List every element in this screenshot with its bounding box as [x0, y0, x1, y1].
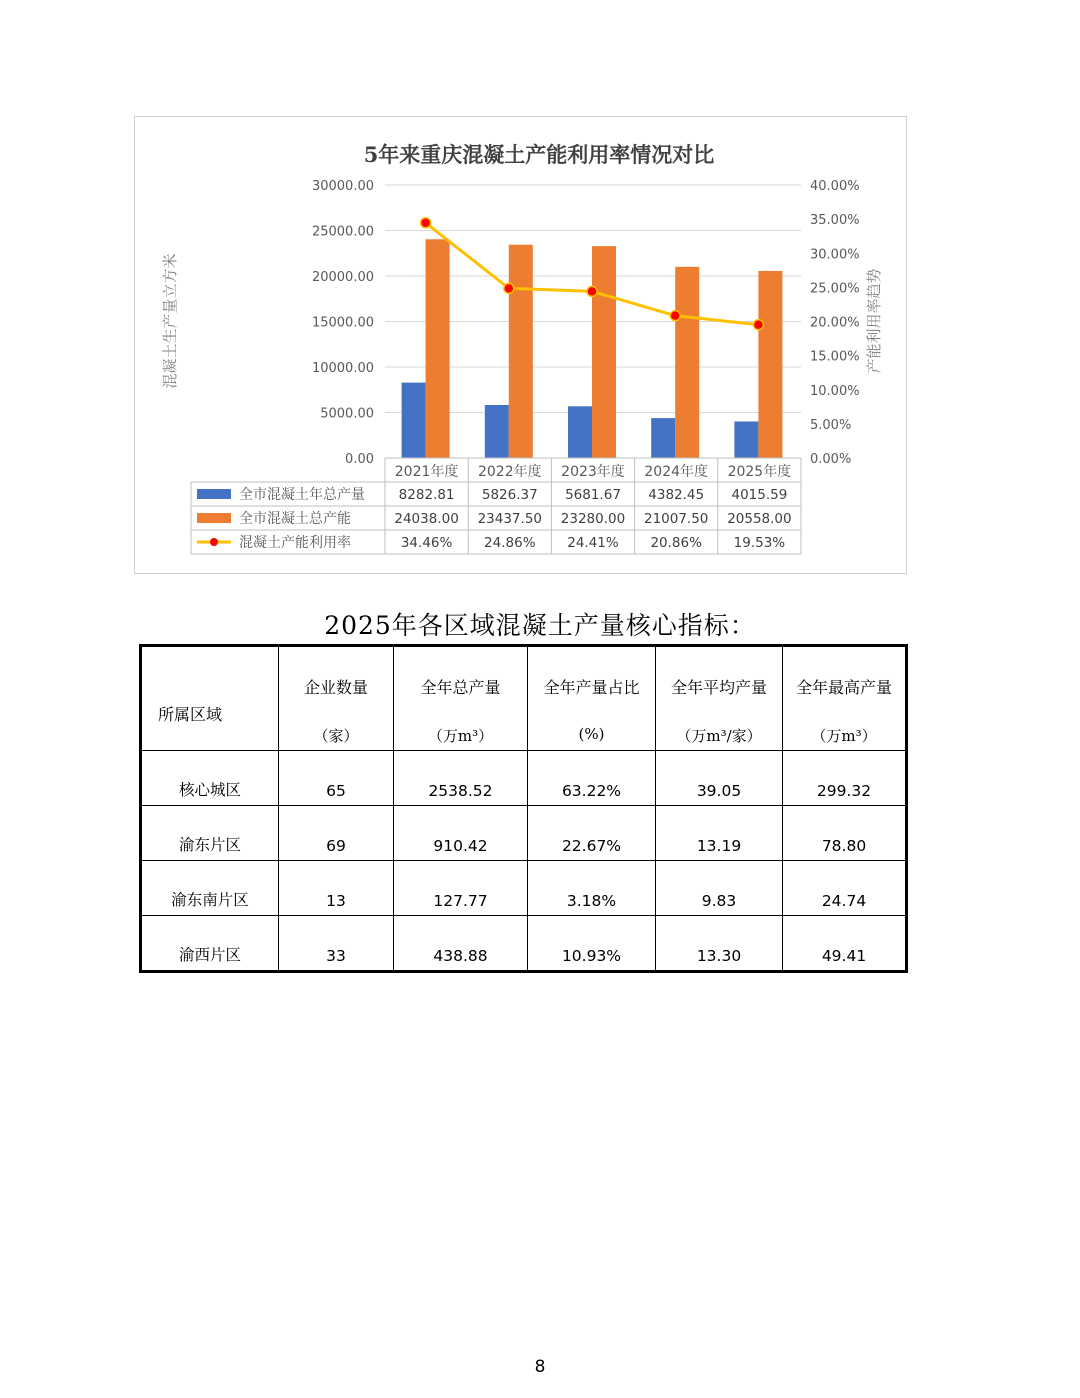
y-tick-label: 20000.00: [311, 270, 374, 285]
x-tick-label: 2025年度: [727, 464, 792, 480]
table-row: [141, 751, 907, 806]
bar-annual-output: [651, 418, 675, 458]
line-point: [670, 311, 680, 321]
y2-tick-label: 25.00%: [810, 281, 860, 297]
header-unit: （家）: [313, 727, 359, 745]
bar-annual-output: [568, 406, 592, 458]
y-tick-label: 25000.00: [311, 224, 374, 240]
table-cell: 49.41: [783, 916, 907, 972]
header-label: 全年最高产量: [795, 678, 892, 697]
table-cell: 渝西片区: [141, 916, 279, 972]
x-tick-label: 2023年度: [561, 464, 625, 480]
regional-indicator-table: [139, 644, 908, 973]
data-label: 23437.50: [477, 511, 543, 527]
table-cell: 13.19: [656, 806, 783, 861]
y2-tick-label: 10.00%: [810, 383, 860, 399]
table-cell: 2538.52: [394, 751, 528, 806]
table-cell: 127.77: [394, 861, 528, 916]
y2-tick-label: 5.00%: [810, 417, 852, 433]
header-label: 企业数量: [303, 678, 368, 697]
data-label: 5826.37: [481, 487, 538, 503]
bar-annual-output: [485, 405, 509, 458]
header-label: 全年产量占比: [543, 678, 640, 697]
header-unit: （万m³）: [427, 727, 494, 745]
line-point: [587, 286, 597, 296]
header-total-output: [394, 646, 528, 751]
legend-key: [197, 489, 231, 499]
y2-tick-label: 35.00%: [810, 213, 860, 229]
x-tick-label: 2021年度: [394, 464, 459, 480]
data-label: 4382.45: [648, 487, 705, 503]
y-axis-title: 混凝土生产量立方米: [161, 253, 179, 389]
table-cell: 22.67%: [528, 806, 656, 861]
table-cell: 13: [279, 861, 394, 916]
table-cell: 69: [279, 806, 394, 861]
y2-tick-label: 15.00%: [810, 349, 860, 365]
table-cell: 39.05: [656, 751, 783, 806]
data-label: 4015.59: [731, 487, 788, 503]
y-tick-label: 5000.00: [320, 406, 374, 422]
bar-total-capacity: [509, 245, 533, 458]
y-tick-label: 10000.00: [311, 361, 374, 376]
table-cell: 33: [279, 916, 394, 972]
table-cell: 24.74: [783, 861, 907, 916]
data-label: 20558.00: [727, 511, 792, 527]
table-cell: 渝东南片区: [141, 861, 279, 916]
y-tick-label: 30000.00: [311, 179, 374, 194]
line-point: [504, 283, 514, 293]
table-cell: 65: [279, 751, 394, 806]
table-row: [141, 861, 907, 916]
x-tick-label: 2022年度: [477, 464, 542, 480]
data-label: 34.46%: [400, 535, 453, 551]
line-point: [421, 218, 431, 228]
data-label: 19.53%: [733, 535, 786, 551]
data-label: 24.86%: [484, 535, 536, 551]
legend-key: [197, 513, 231, 523]
chart-svg: [135, 117, 908, 575]
table-cell: 63.22%: [528, 751, 656, 806]
table-cell: 10.93%: [528, 916, 656, 972]
data-label: 5681.67: [565, 487, 621, 503]
legend-key-marker: [210, 538, 218, 546]
data-label: 8282.81: [398, 487, 455, 503]
header-label: 全年总产量: [420, 678, 501, 697]
table-cell: 438.88: [394, 916, 528, 972]
page-number: 8: [534, 1357, 546, 1377]
header-average-output: [656, 646, 783, 751]
y2-tick-label: 40.00%: [810, 179, 860, 194]
table-row: [141, 916, 907, 972]
header-region: [141, 646, 279, 751]
table-cell: 910.42: [394, 806, 528, 861]
section-title: 2025年各区域混凝土产量核心指标：: [324, 611, 756, 640]
bar-total-capacity: [592, 246, 616, 458]
y-tick-label: 0.00: [345, 452, 374, 467]
data-label: 24038.00: [394, 511, 459, 527]
header-label: 全年平均产量: [670, 678, 767, 697]
header-enterprise-count: [279, 646, 394, 751]
bar-annual-output: [734, 421, 758, 458]
table-cell: 299.32: [783, 751, 907, 806]
y2-tick-label: 30.00%: [810, 247, 860, 263]
legend-label: 混凝土产能利用率: [239, 535, 351, 551]
chart-title: 5年来重庆混凝土产能利用率情况对比: [363, 142, 715, 167]
data-label: 23280.00: [560, 511, 626, 527]
header-output-share: [528, 646, 656, 751]
table-row: [141, 806, 907, 861]
table-cell: 3.18%: [528, 861, 656, 916]
y2-tick-label: 20.00%: [810, 315, 860, 331]
table-header-row: [141, 646, 907, 751]
y-tick-label: 15000.00: [311, 315, 374, 331]
bar-total-capacity: [758, 271, 782, 458]
line-point: [753, 320, 763, 330]
header-unit: （万m³）: [811, 727, 877, 745]
header-unit: （万m³/家）: [676, 727, 762, 745]
x-tick-label: 2024年度: [644, 464, 709, 480]
table-cell: 13.30: [656, 916, 783, 972]
data-label: 20.86%: [650, 535, 702, 551]
legend-label: 全市混凝土总产能: [239, 511, 351, 527]
table-cell: 渝东片区: [141, 806, 279, 861]
data-label: 24.41%: [567, 535, 619, 551]
chart-container: [134, 116, 907, 574]
legend-label: 全市混凝土年总产量: [239, 487, 365, 503]
bar-annual-output: [402, 383, 426, 458]
bar-total-capacity: [426, 239, 450, 458]
y2-tick-label: 0.00%: [810, 452, 852, 467]
table-cell: 核心城区: [141, 751, 279, 806]
header-max-output: [783, 646, 907, 751]
header-unit: (%): [578, 725, 605, 743]
header-region-label: 所属区域: [158, 705, 223, 724]
table-cell: 9.83: [656, 861, 783, 916]
table-cell: 78.80: [783, 806, 907, 861]
bar-total-capacity: [675, 267, 699, 458]
data-label: 21007.50: [643, 511, 709, 527]
y2-axis-title: 产能利用率趋势: [865, 268, 883, 374]
